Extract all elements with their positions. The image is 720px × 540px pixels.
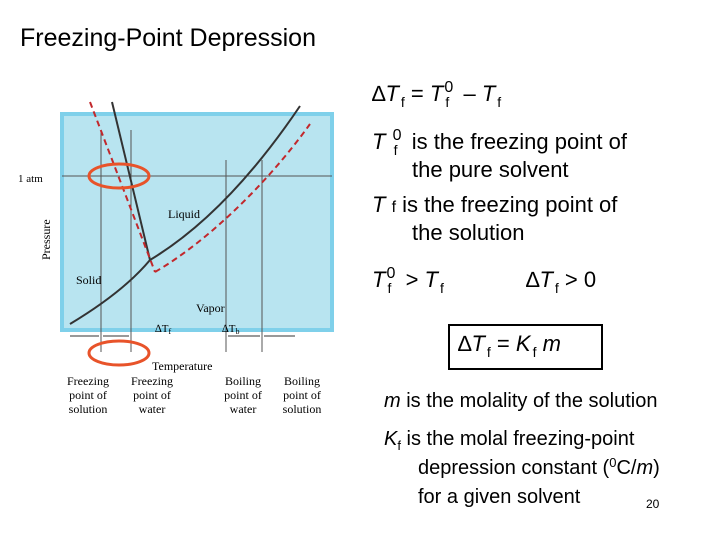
label-bp-solution-line3: solution — [282, 402, 322, 416]
label-fp-solution-line2: point of — [69, 388, 107, 402]
kf-definition-line2: depression constant ($^0$C/m) — [418, 455, 660, 479]
y-axis-label: Pressure — [39, 219, 53, 260]
label-fp-water-line2: point of — [133, 388, 171, 402]
region-solid: Solid — [76, 273, 102, 287]
label-bp-solution-line2: point of — [283, 388, 321, 402]
molality-definition: m is the molality of the solution — [384, 390, 658, 412]
kf-definition-line3: for a given solvent — [418, 486, 581, 508]
phase-diagram — [0, 100, 340, 430]
inequality-tf: T 0 f > T $_f$ — [372, 265, 444, 296]
region-vapor: Vapor — [196, 301, 225, 315]
label-bp-water-line1: Boiling — [224, 374, 262, 388]
one-atm-label: 1 atm — [18, 173, 43, 185]
diagram-background — [62, 114, 332, 330]
label-fp-water-line3: water — [138, 402, 166, 416]
bottom-labels — [67, 374, 321, 416]
boxed-equation: ∆T $_f$ = K $_f$ m — [448, 324, 603, 370]
inequality-delta: ∆T $_f$ > 0 — [526, 267, 597, 296]
x-axis-label: Temperature — [152, 359, 213, 373]
tf0-definition-line2: the pure solvent — [412, 157, 569, 182]
dtb-label: ∆Tb — [222, 323, 240, 336]
slide-title: Freezing-Point Depression — [20, 24, 316, 52]
dtf-label: ∆Tf — [155, 323, 172, 336]
kf-definition: $K_f$ is the molal freezing-point — [384, 428, 635, 453]
main-equation: ∆T $_f$ = T 0 f – T $_f$ — [372, 79, 502, 110]
region-liquid: Liquid — [168, 207, 200, 221]
tf0-definition: T 0 f is the freezing point of — [372, 127, 627, 158]
label-fp-water-line1: Freezing — [131, 374, 173, 388]
tf-definition-line2: the solution — [412, 220, 525, 245]
label-bp-water-line3: water — [229, 402, 257, 416]
tf-definition: T f is the freezing point of — [372, 192, 618, 217]
page-number: 20 — [646, 497, 660, 511]
label-fp-solution-line3: solution — [68, 402, 108, 416]
highlight-bottom — [89, 341, 149, 365]
label-bp-water-line2: point of — [224, 388, 262, 402]
label-bp-solution-line1: Boiling — [283, 374, 321, 388]
label-fp-solution-line1: Freezing — [67, 374, 109, 388]
